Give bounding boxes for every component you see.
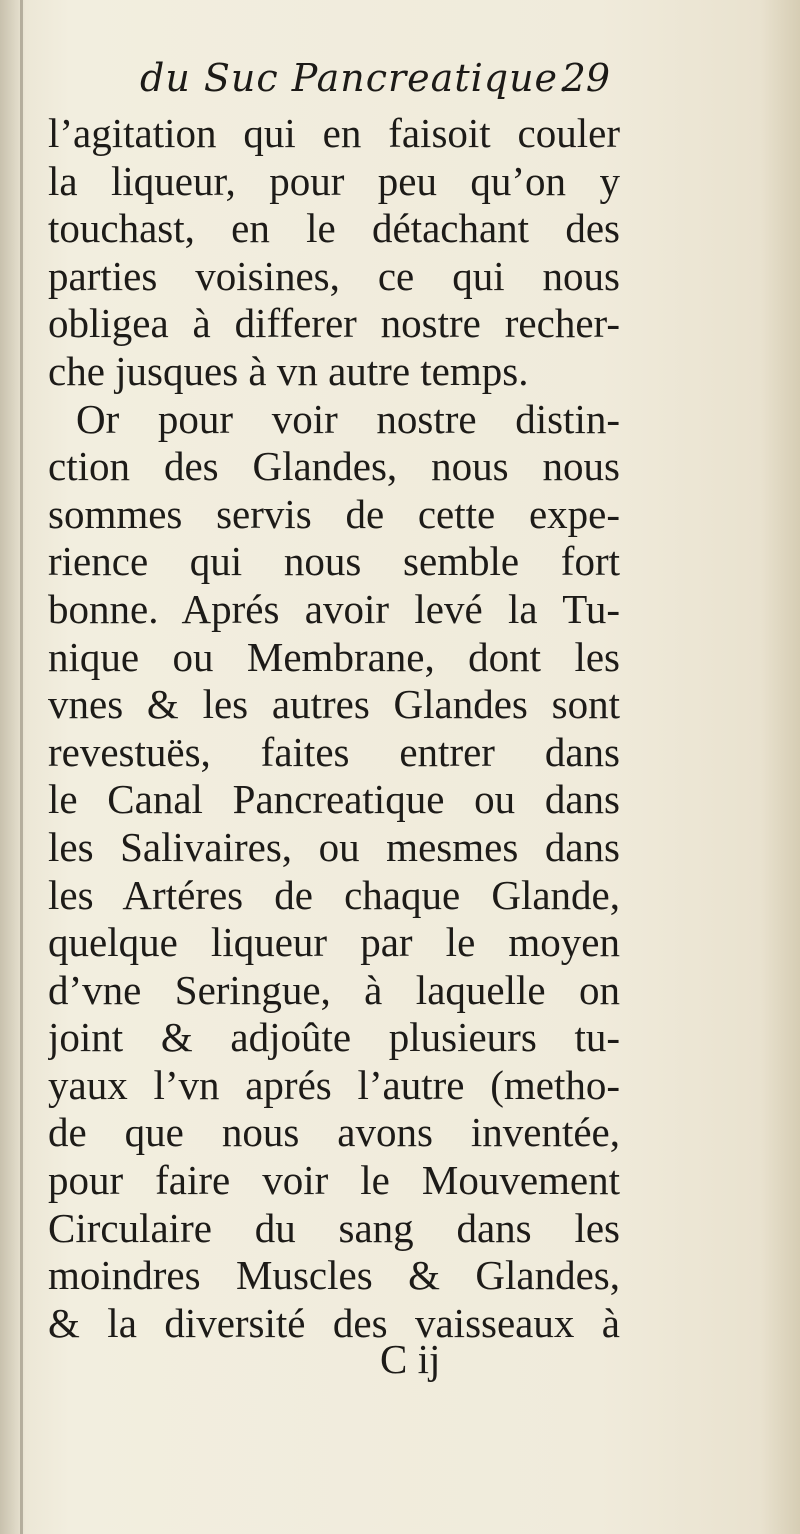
body-text [48,110,620,1347]
text-line: l’agitation qui en faisoit couler [48,110,620,156]
text-line: vnes & les autres Glandes sont [48,681,620,728]
text-line: la liqueur, pour peu qu’on y [48,157,620,204]
text-line: de que nous avons inventée, [48,1109,620,1156]
page-header [140,54,620,110]
text-line: quelque liqueur par le moyen [48,919,620,966]
page-number: 29 [561,56,610,100]
text-line: rience qui nous semble fort [48,538,620,585]
text-line: bonne. Aprés avoir levé la Tu- [48,585,620,632]
text-line: Or pour voir nostre distin- [76,395,620,442]
text-line: obligea à differer nostre recher- [48,300,620,347]
text-line: yaux l’vn aprés l’autre (metho- [48,1061,620,1108]
page-gutter [20,0,23,1534]
signature-mark: C ij [380,1336,441,1382]
text-line: pour faire voir le Mouvement [48,1157,620,1204]
text-line: les Salivaires, ou mesmes dans [48,823,620,870]
text-line: ction des Glandes, nous nous [48,443,620,490]
text-line: les Artéres de chaque Glande, [48,871,620,918]
text-line: Circulaire du sang dans les [48,1204,620,1251]
text-line: joint & adjoûte plusieurs tu- [48,1014,620,1061]
text-line: sommes servis de cette expe- [48,490,620,537]
text-line: che jusques à vn autre temps. [48,347,529,394]
text-line: touchast, en le détachant des [48,205,620,252]
text-line: nique ou Membrane, dont les [48,633,620,680]
text-line: d’vne Seringue, à laquelle on [48,966,620,1013]
text-line: le Canal Pancreatique ou dans [48,776,620,823]
text-line: moindres Muscles & Glandes, [48,1252,620,1299]
text-line: parties voisines, ce qui nous [48,252,620,299]
text-line: revestuës, faites entrer dans [48,728,620,775]
text-line: & la diversité des vaisseaux à [48,1299,620,1346]
running-title: du Suc Pancreatique. [140,56,572,100]
